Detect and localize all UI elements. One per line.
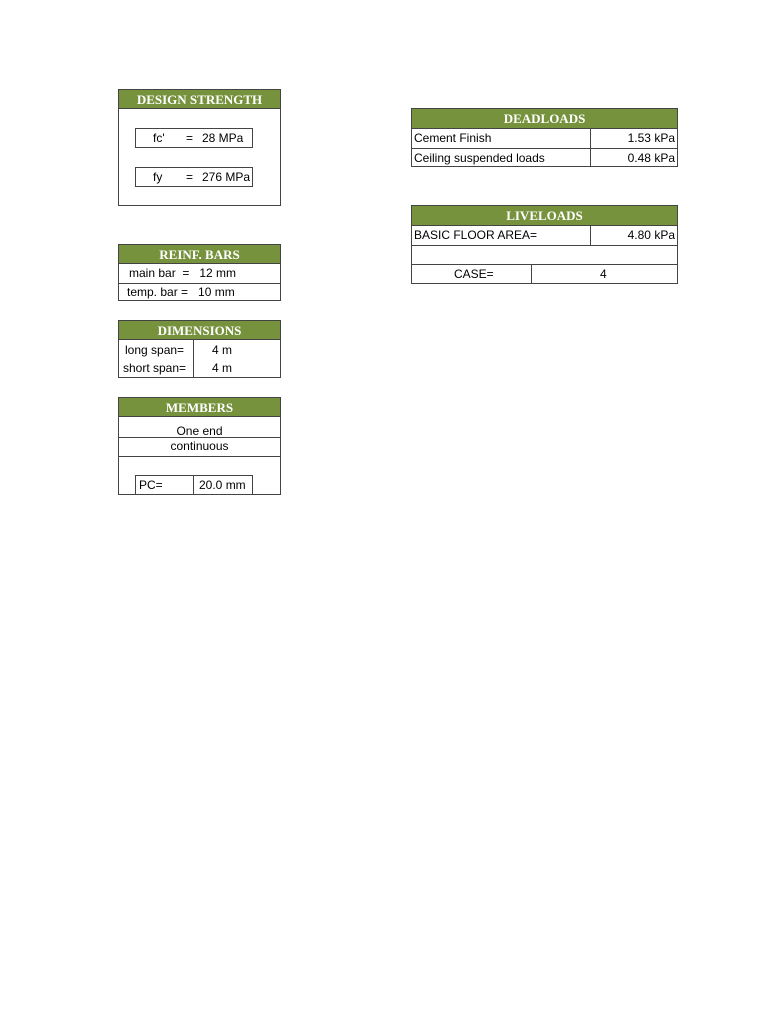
basic-floor-label: BASIC FLOOR AREA=: [414, 228, 538, 242]
members-panel: [118, 397, 281, 495]
deadloads-title: DEADLOADS: [412, 109, 677, 129]
basic-floor-row: [412, 226, 677, 246]
members-blank-row: [119, 456, 280, 457]
fy-label: fy: [153, 170, 163, 184]
pc-field: [135, 475, 253, 495]
liveloads-panel: [411, 205, 678, 284]
deadloads-panel: [411, 108, 678, 167]
deadload-value: 1.53 kPa: [627, 131, 675, 145]
pc-value: 20.0 mm: [199, 478, 246, 492]
dimensions-title: DIMENSIONS: [119, 321, 280, 340]
main-bar-row: [119, 264, 280, 283]
dimensions-panel: [118, 320, 281, 378]
members-title: MEMBERS: [119, 398, 280, 417]
reinf-bars-title: REINF. BARS: [119, 245, 280, 264]
liveloads-blank-row: [412, 245, 677, 265]
fc-label: fc': [153, 131, 165, 145]
deadload-row: [412, 129, 677, 148]
design-strength-title: DESIGN STRENGTH: [119, 90, 280, 109]
case-value: 4: [600, 267, 607, 281]
fy-equals: =: [186, 170, 194, 184]
short-span-label: short span=: [123, 361, 187, 375]
short-span-value: 4 m: [212, 361, 233, 375]
main-bar-text: main bar = 12 mm: [129, 266, 237, 280]
dimensions-divider: [193, 340, 194, 377]
long-span-label: long span=: [125, 343, 185, 357]
fc-field: [135, 128, 253, 148]
case-divider: [531, 265, 532, 284]
deadload-label: Ceiling suspended loads: [414, 151, 545, 165]
pc-divider: [193, 476, 194, 495]
members-line2: continuous: [170, 439, 229, 453]
members-line1: One end: [176, 424, 223, 438]
members-line1-row: [119, 417, 280, 437]
pc-label: PC=: [139, 478, 163, 492]
design-strength-panel: [118, 89, 281, 206]
long-span-value: 4 m: [212, 343, 233, 357]
case-row: [412, 264, 677, 284]
members-line2-row: [119, 437, 280, 457]
fc-equals: =: [186, 131, 194, 145]
basic-floor-divider: [590, 226, 591, 246]
case-label: CASE=: [454, 267, 494, 281]
deadload-row: [412, 148, 677, 167]
fy-field: [135, 167, 253, 187]
liveloads-title: LIVELOADS: [412, 206, 677, 226]
fc-value: 28 MPa: [202, 131, 244, 145]
deadload-label: Cement Finish: [414, 131, 492, 145]
reinf-bars-panel: [118, 244, 281, 301]
deadload-value: 0.48 kPa: [627, 151, 675, 165]
basic-floor-value: 4.80 kPa: [627, 228, 675, 242]
temp-bar-row: [119, 283, 280, 301]
temp-bar-text: temp. bar = 10 mm: [127, 285, 235, 299]
fy-value: 276 MPa: [202, 170, 251, 184]
